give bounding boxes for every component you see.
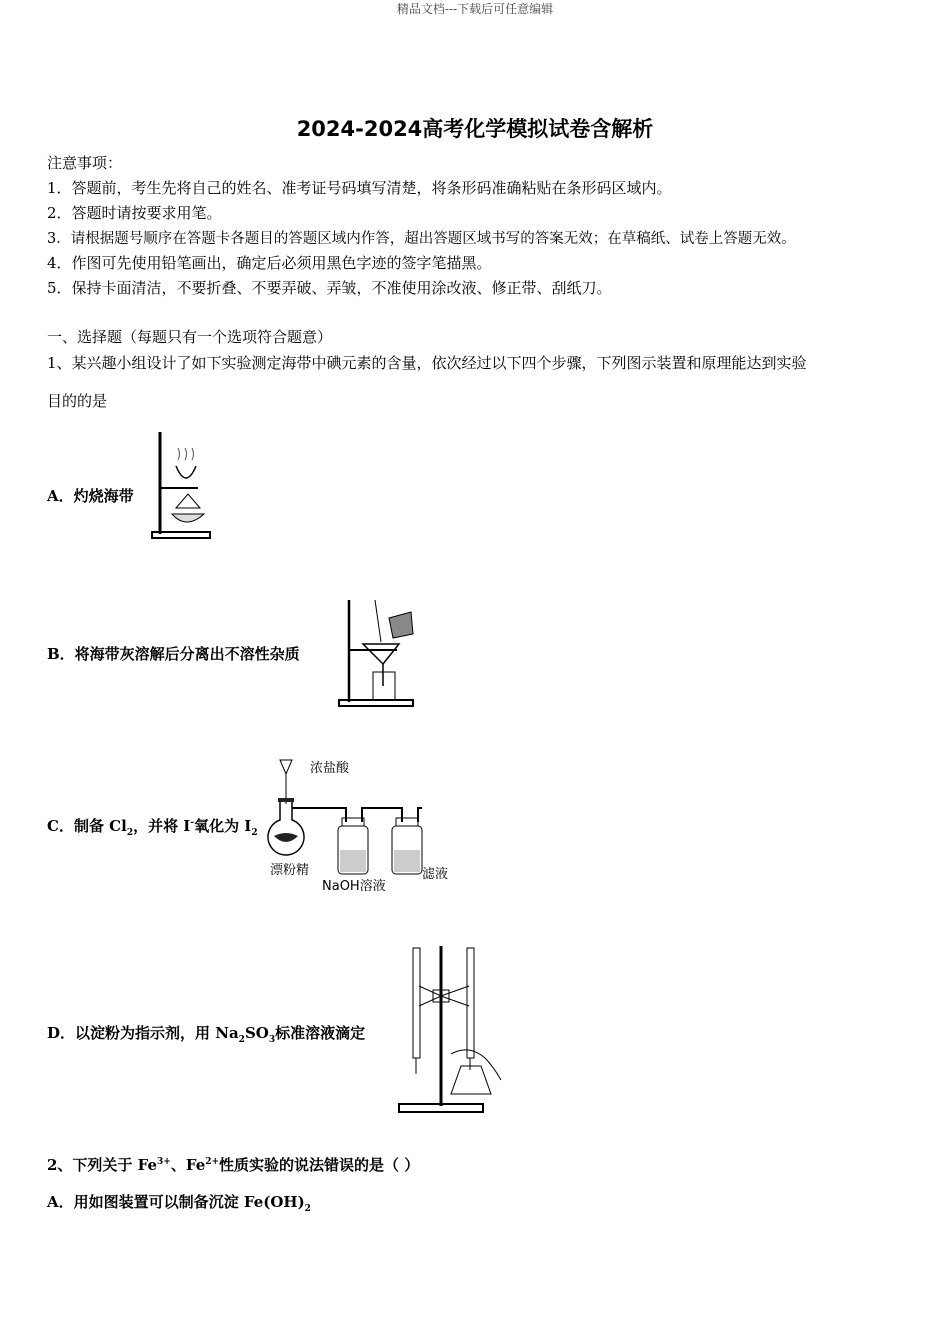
q1-stem-line2: 目的的是 — [47, 392, 108, 410]
filtration-apparatus-figure — [337, 598, 419, 710]
notice-heading: 注意事项： — [47, 154, 123, 172]
q1-option-c: C．制备 $Cl_2$，并将 I-氧化为 $I_2$ — [47, 817, 258, 838]
notice-item-5: 5．保持卡面清洁，不要折叠、不要弄破、弄皱，不准使用涂改液、修正带、刮纸刀。 — [47, 279, 612, 297]
label-filtrate: 滤液 — [422, 867, 449, 882]
q1-option-d: D．以淀粉为指示剂，用 $Na_2SO_3$标准溶液滴定 — [47, 1024, 366, 1045]
label-conc-hcl: 浓盐酸 — [310, 761, 350, 776]
chlorine-apparatus-figure — [262, 752, 462, 894]
q2-option-a: A．用如图装置可以制备沉淀 $Fe(OH)_2$ — [47, 1193, 311, 1214]
label-naoh: NaOH溶液 — [322, 879, 386, 894]
q1-stem-line1: 1、某兴趣小组设计了如下实验测定海带中碘元素的含量，依次经过以下四个步骤，下列图示装置和原理能达到实验 — [47, 354, 807, 372]
q1-option-a: A．灼烧海带 — [47, 487, 134, 505]
page-header: 精品文档---下载后可任意编辑 — [396, 2, 554, 16]
label-bleach: 漂粉精 — [270, 863, 310, 878]
section-heading: 一、选择题（每题只有一个选项符合题意） — [47, 328, 333, 346]
notice-item-3: 3．请根据题号顺序在答题卡各题目的答题区域内作答，超出答题区域书写的答案无效；在草稿纸、试卷上答题无效。 — [47, 231, 796, 247]
q2-stem: 2、下列关于 $Fe^{3+}$、$Fe^{2+}$性质实验的说法错误的是（ ） — [47, 1156, 420, 1174]
notice-item-2: 2．答题时请按要求用笔。 — [47, 204, 222, 222]
q1-option-b: B．将海带灰溶解后分离出不溶性杂质 — [47, 645, 300, 663]
burning-apparatus-figure — [148, 430, 213, 542]
notice-item-4: 4．作图可先使用铅笔画出，确定后必须用黑色字迹的签字笔描黑。 — [47, 254, 492, 272]
titration-apparatus-figure — [393, 942, 511, 1116]
page-title: 2024-2024高考化学模拟试卷含解析 — [296, 117, 654, 141]
notice-item-1: 1．答题前，考生先将自己的姓名、准考证号码填写清楚，将条形码准确粘贴在条形码区域内。 — [47, 179, 672, 197]
